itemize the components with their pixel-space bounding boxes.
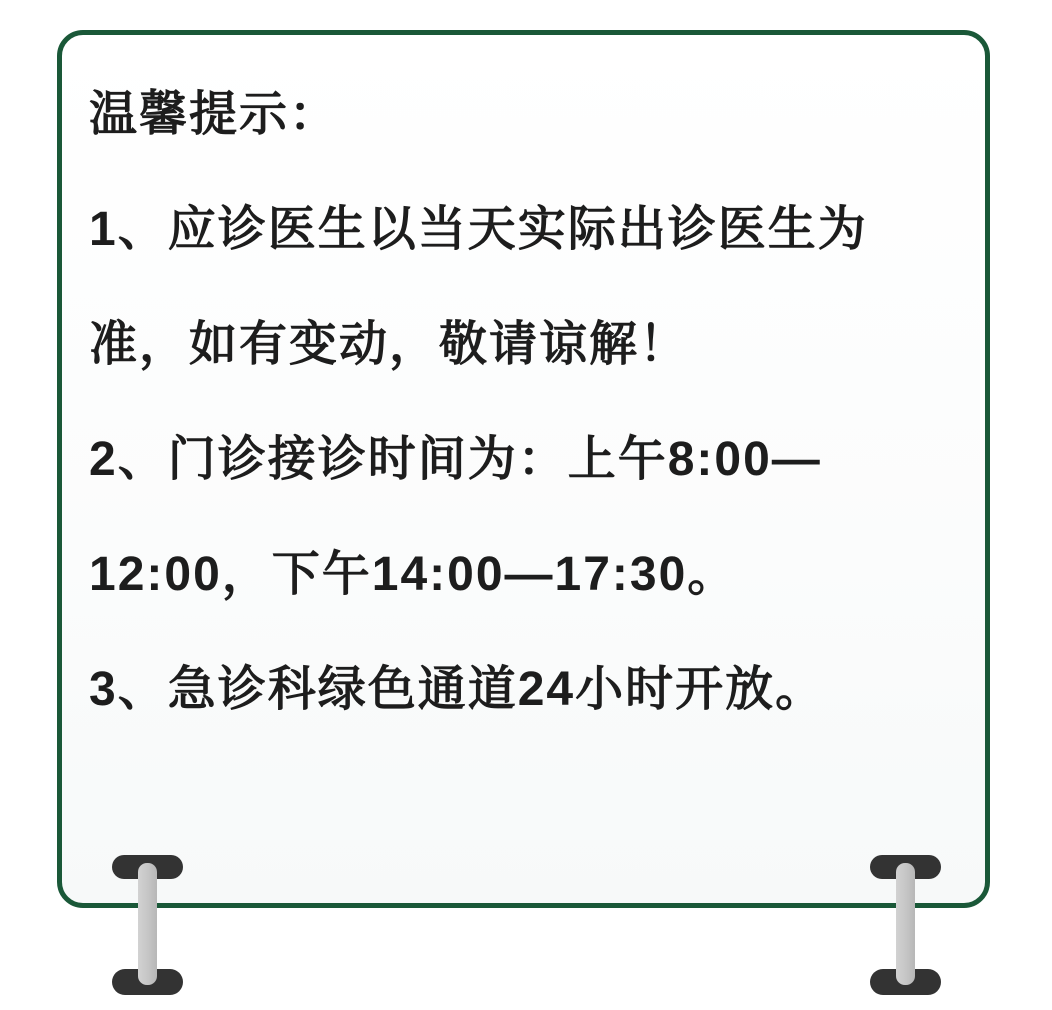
notice-line-1: 1、应诊医生以当天实际出诊医生为 xyxy=(89,203,868,256)
notice-title: 温馨提示： xyxy=(89,88,340,141)
leg-right-pole xyxy=(896,863,915,985)
notice-line-4: 12:00，下午14:00—17:30。 xyxy=(89,548,738,601)
stand-leg-right xyxy=(870,855,941,995)
notice-line-3: 2、门诊接诊时间为：上午8:00— xyxy=(89,433,822,486)
stand-leg-left xyxy=(112,855,183,995)
notice-line-2: 准，如有变动，敬请谅解！ xyxy=(89,318,690,371)
notice-line-5: 3、急诊科绿色通道24小时开放。 xyxy=(89,663,826,716)
notice-board xyxy=(57,30,990,908)
leg-left-pole xyxy=(138,863,157,985)
